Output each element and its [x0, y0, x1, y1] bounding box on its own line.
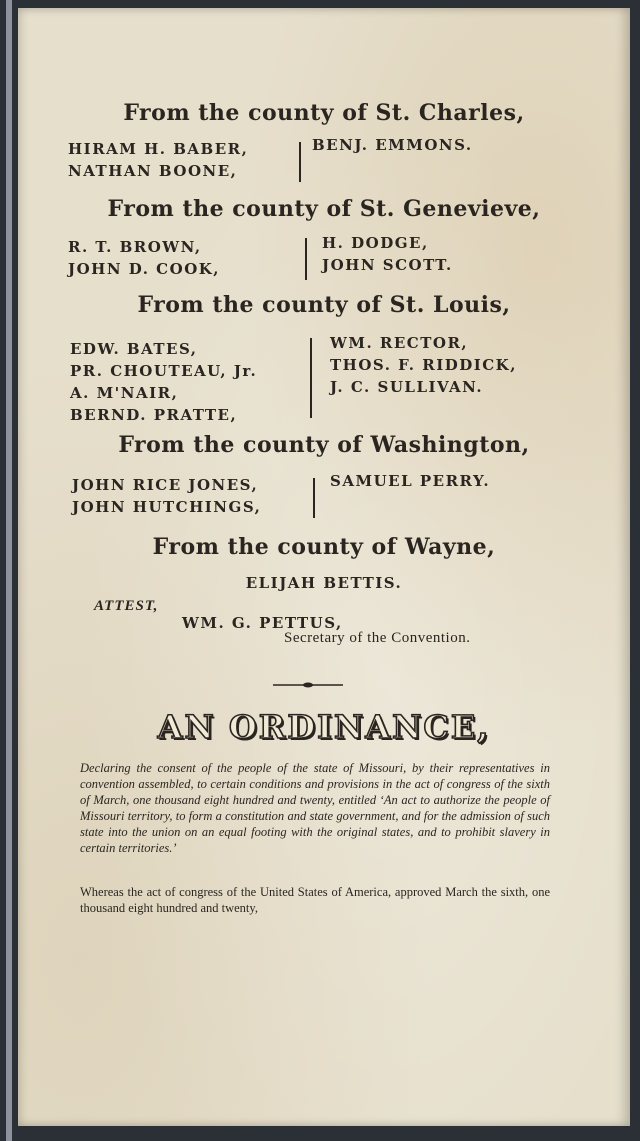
column-divider	[305, 238, 307, 280]
delegate-name: R. T. BROWN,	[68, 238, 202, 256]
delegate-name: J. C. SULLIVAN.	[330, 378, 484, 396]
document-page	[18, 8, 630, 1126]
page-edge	[6, 0, 12, 1141]
delegate-name: EDW. BATES,	[70, 340, 198, 358]
delegate-name: JOHN HUTCHINGS,	[72, 498, 262, 516]
ordinance-title: AN ORDINANCE,	[157, 708, 491, 746]
delegate-name: HIRAM H. BABER,	[68, 140, 249, 158]
ornamental-rule	[273, 682, 343, 688]
delegate-name: H. DODGE,	[322, 234, 429, 252]
delegate-name: NATHAN BOONE,	[68, 162, 238, 180]
attest-title: Secretary of the Convention.	[284, 630, 471, 646]
delegates-left-washington	[72, 474, 261, 518]
delegates-right-st-genevieve	[322, 232, 453, 276]
county-heading-st-genevieve: From the county of St. Genevieve,	[107, 196, 541, 222]
delegates-left-st-charles	[68, 138, 248, 182]
delegates-right-washington	[330, 470, 490, 492]
delegate-name: JOHN SCOTT.	[322, 256, 453, 274]
delegate-name: BENJ. EMMONS.	[312, 136, 473, 154]
delegate-name: BERND. PRATTE,	[70, 406, 238, 424]
county-heading-washington: From the county of Washington,	[118, 432, 530, 458]
delegate-name: JOHN RICE JONES,	[72, 476, 259, 494]
county-heading-st-louis: From the county of St. Louis,	[137, 292, 511, 318]
delegate-name: A. M'NAIR,	[70, 384, 179, 402]
delegate-name: SAMUEL PERRY.	[330, 472, 491, 490]
delegate-name: THOS. F. RIDDICK,	[330, 356, 517, 374]
column-divider	[310, 338, 312, 418]
column-divider	[313, 478, 315, 518]
county-heading-st-charles: From the county of St. Charles,	[123, 100, 525, 126]
attest-label: ATTEST,	[94, 598, 159, 614]
delegate-name: PR. CHOUTEAU, Jr.	[70, 362, 258, 380]
ordinance-whereas-text: Whereas the act of congress of the United States of America, approved March the sixth, one thousand eight hundred and twenty,	[80, 885, 550, 915]
delegates-right-st-louis	[330, 332, 517, 398]
attest-name: WM. G. PETTUS,	[182, 614, 343, 632]
wayne-delegate: ELIJAH BETTIS.	[245, 574, 403, 592]
ordinance-declaring-text: Declaring the consent of the people of the state of Missouri, by their representatives in convention assembled, to certain conditions and provisions in the act of congress of the sixth of March, one thousand eight hundred and twenty, entitled ‘An act to authorize the people of Missouri territory, to form a constitution and state government, and for the admission of such state into the union on an equal footing with the original states, and to prohibit slavery in certain territories.’	[80, 761, 550, 855]
delegates-left-st-louis	[70, 338, 257, 426]
delegates-left-st-genevieve	[68, 236, 220, 280]
delegate-name: WM. RECTOR,	[330, 334, 469, 352]
delegates-right-st-charles	[312, 134, 473, 156]
column-divider	[299, 142, 301, 182]
delegate-name: JOHN D. COOK,	[68, 260, 221, 278]
county-heading-wayne: From the county of Wayne,	[152, 534, 496, 560]
